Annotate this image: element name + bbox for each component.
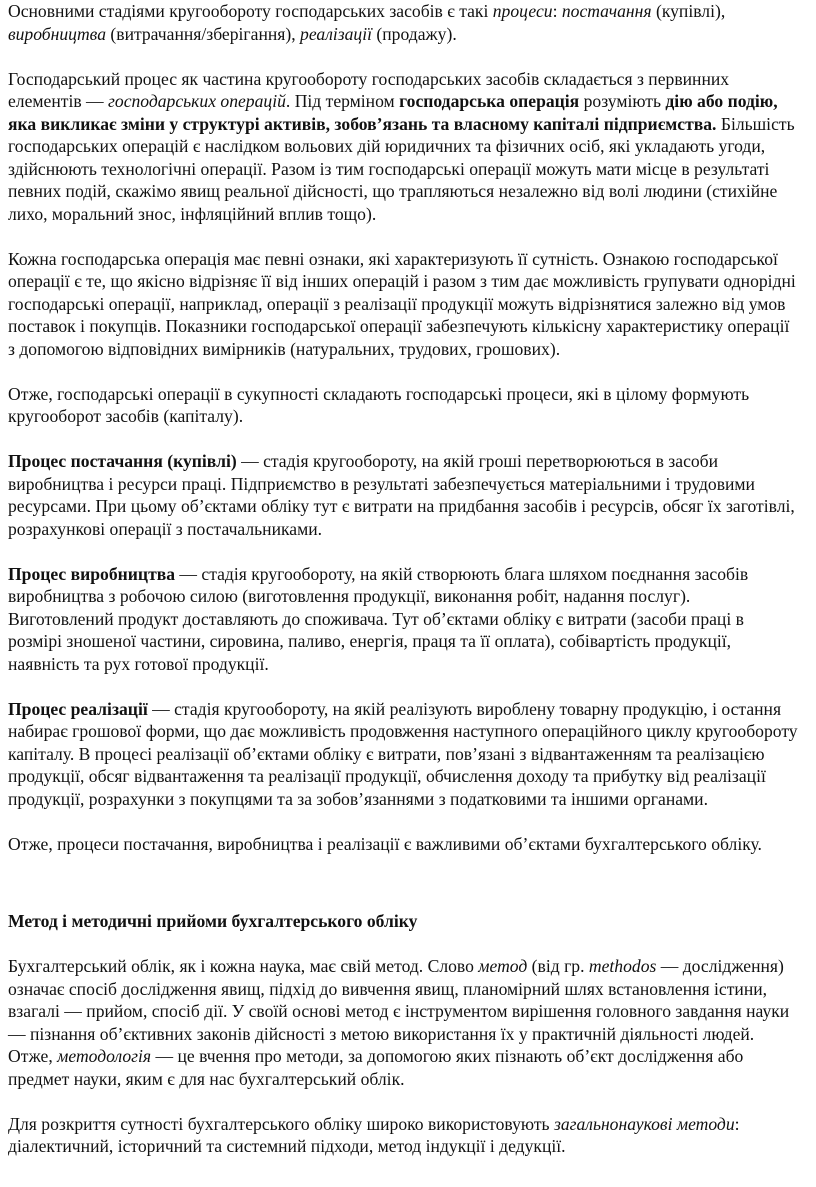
paragraph-operation-features: Кожна господарська операція має певні ознаки, які характеризують її сутність. Ознакою господарської операції є те, що якісно відрізняє її від інших операцій і разом з тим дає можливість групувати однорідні господарські операції, наприклад, операції з реалізації продукції можуть відрізнятися залежно від умов поставок і покупців. Показники господарської операції забезпечують кількісну характеристику операції з допомогою відповідних вимірників (натуральних, трудових, грошових). xyxy=(8,248,796,359)
term-sales: реалізації xyxy=(300,23,372,44)
term-sales-process: Процес реалізації xyxy=(8,698,148,719)
paragraph-method: Бухгалтерський облік, як і кожна наука, має свій метод. Слово метод (від гр. methodos — дослідження) означає спосіб дослідження явищ, підхід до вивчення явищ, планомірний шлях встановлення істини, взагалі — прийом, спосіб дії. У своїй основі метод є інструментом вирішення головного завдання науки — пізнання об’єктивних законів дійсності з метою використання їх у практичній діяльності людей. Отже, методологія — це вчення про методи, за допомогою яких пізнають об’єкт дослідження або предмет науки, яким є для нас бухгалтерський облік. xyxy=(8,956,790,1089)
paragraph-supply-process: Процес постачання (купівлі) — стадія кругообороту, на якій гроші перетворюються в засоби виробництва і ресурси праці. Підприємство в результаті забезпечується матеріальними і трудовими ресурсами. При цьому об’єктами обліку тут є витрати на придбання засобів і ресурсів, обсяг їх заготівлі, розрахункові операції з постачальниками. xyxy=(8,451,795,539)
section-heading: Метод і методичні прийоми бухгалтерського обліку xyxy=(8,911,418,931)
paragraph-sales-process: Процес реалізації — стадія кругообороту, на якій реалізують вироблену товарну продукцію, і остання набирає грошової форми, що дає можливість продовження наступного операційного циклу кругообороту капіталу. В процесі реалізації об’єктами обліку є витрати, пов’язані з відвантаженням та реалізацією продукції, обсяг відвантаження та реалізації продукції, обчислення доходу та прибутку від реалізації продукції, розрахунки з покупцями та за зобов’язаннями з податковими та іншими органами. xyxy=(8,698,798,809)
paragraph-process-stages: Основними стадіями кругообороту господарських засобів є такі процеси: постачання (купівлі), виробництва (витрачання/зберігання), реалізації (продажу). xyxy=(8,1,726,44)
term-supply-process: Процес постачання (купівлі) xyxy=(8,451,237,471)
term-supply: постачання xyxy=(561,1,652,21)
term-production: виробництва xyxy=(8,23,106,44)
term-processes: процеси xyxy=(492,1,553,21)
paragraph-general-methods: Для розкриття сутності бухгалтерського обліку широко використовують загальнонаукові методи: діалектичний, історичний та системний підходи, метод індукції і дедукції. xyxy=(8,1113,740,1156)
term-business-operations: господарських операцій xyxy=(108,91,286,111)
paragraph-summary-operations: Отже, господарські операції в сукупності складають господарські процеси, які в цілому формують кругооборот засобів (капіталу). xyxy=(8,383,750,426)
term-method: метод xyxy=(478,956,528,976)
paragraph-business-operation: Господарський процес як частина кругообороту господарських засобів складається з первинних елементів — господарських операцій. Під терміном господарська операція розуміють дію або подію, яка викликає зміни у структурі активів, зобов’язань та власному капіталі підприємства. Більшість господарських операцій є наслідком вольових дій юридичних та фізичних осіб, які укладають угоди, здійснюють технологічні операції. Разом із тим господарські операції можуть мати місце в результаті певних подій, скажімо явищ реальної дійсності, що трапляються незалежно від волі людини (стихійне лихо, моральний знос, інфляційний вплив тощо). xyxy=(8,68,795,224)
term-business-operation: господарська операція xyxy=(399,91,580,111)
term-methodos: methodos xyxy=(588,956,657,976)
term-methodology: методологія xyxy=(57,1046,152,1066)
term-production-process: Процес виробництва xyxy=(8,563,176,584)
definition-business-operation: дію або подію, яка викликає зміни у структурі активів, зобов’язань та власному капіталі підприємства. xyxy=(8,91,778,134)
term-general-scientific-methods: загальнонаукові методи xyxy=(553,1113,735,1134)
paragraph-production-process: Процес виробництва — стадія кругообороту, на якій створюють блага шляхом поєднання засобів виробництва з робочою силою (виготовлення продукції, виконання робіт, надання послуг). Виготовлений продукт доставляють до споживача. Тут об’єктами обліку є витрати (засоби праці в розмірі зношеної частини, сировина, паливо, енергія, праця та її оплата), собівартість продукції, наявність та рух готової продукції. xyxy=(8,563,749,674)
paragraph-summary-processes: Отже, процеси постачання, виробництва і реалізації є важливими об’єктами бухгалтерського обліку. xyxy=(8,833,762,854)
